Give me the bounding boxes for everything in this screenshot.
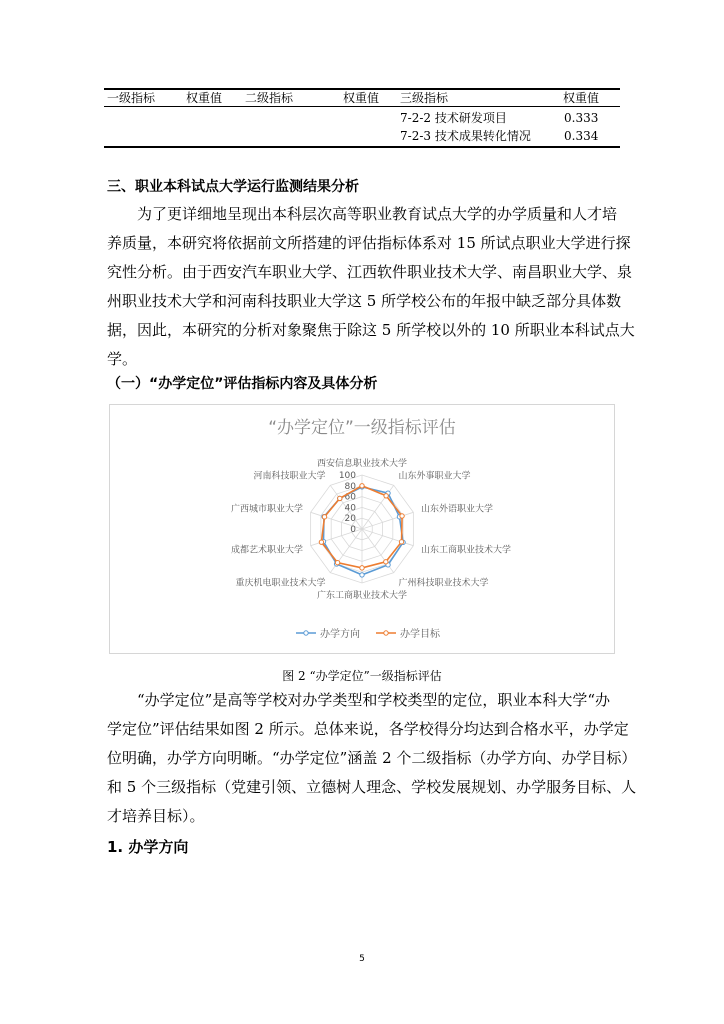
radar-category-label: 广西城市职业大学 xyxy=(231,504,304,515)
paragraph-line: “办学定位”是高等学校对办学类型和学校类型的定位，职业本科大学“办 xyxy=(137,691,611,709)
radar-category-label: 成都艺术职业大学 xyxy=(231,545,304,556)
page-number: 5 xyxy=(359,954,365,964)
radar-data-point xyxy=(360,573,364,577)
table-header-level3: 三级指标 xyxy=(400,91,449,105)
radar-category-label: 重庆机电职业技术大学 xyxy=(235,578,326,589)
table-header-weight1: 权重值 xyxy=(186,91,223,105)
paragraph-2 xyxy=(107,686,636,831)
radar-data-point xyxy=(384,494,388,498)
radar-spoke xyxy=(362,512,413,529)
radar-data-point xyxy=(384,560,388,564)
radar-data-point xyxy=(400,514,404,518)
paragraph-line: 才培养目标）。 xyxy=(107,807,205,825)
figure-caption: 图 2 “办学定位”一级指标评估 xyxy=(282,669,442,683)
radar-category-label: 山东外事职业大学 xyxy=(398,471,471,482)
radar-spoke xyxy=(362,529,413,546)
table-cell-weight: 0.334 xyxy=(564,129,599,143)
paragraph-line: 州职业技术大学和河南科技职业大学这 5 所学校公布的年报中缺乏部分具体数 xyxy=(107,292,622,310)
paragraph-line: 据，因此，本研究的分析对象聚焦于除这 5 所学校以外的 10 所职业本科试点大 xyxy=(107,321,635,339)
radar-data-point xyxy=(360,484,364,488)
radar-tick-label: 60 xyxy=(344,492,356,503)
table-top-rule xyxy=(104,88,620,90)
table-header-weight2: 权重值 xyxy=(343,91,380,105)
radar-chart xyxy=(110,405,614,653)
radar-tick-label: 20 xyxy=(344,514,356,525)
paragraph-line: 养质量，本研究将依据前文所搭建的评估指标体系对 15 所试点职业大学进行探 xyxy=(107,234,631,252)
table-header-level2: 二级指标 xyxy=(245,91,294,105)
radar-category-label: 山东工商职业技术大学 xyxy=(420,545,511,556)
radar-tick-label: 40 xyxy=(344,503,356,514)
table-header-level1: 一级指标 xyxy=(107,91,156,105)
table-cell-item: 7-2-2 技术研发项目 xyxy=(400,111,507,125)
chart-frame xyxy=(109,404,615,654)
paragraph-line: 位明确，办学方向明晰。“办学定位”涵盖 2 个二级指标（办学方向、办学目标） xyxy=(107,749,637,767)
radar-category-label: 西安信息职业技术大学 xyxy=(316,459,408,469)
radar-category-label: 河南科技职业大学 xyxy=(253,471,326,482)
section-heading: 三、职业本科试点大学运行监测结果分析 xyxy=(107,179,359,195)
radar-data-point xyxy=(322,515,326,519)
legend-marker xyxy=(304,631,308,635)
paragraph-line: 学定位”评估结果如图 2 所示。总体来说，各学校得分均达到合格水平，办学定 xyxy=(107,720,629,738)
table-header-rule xyxy=(104,106,620,107)
table-cell-weight: 0.333 xyxy=(564,111,599,125)
table-cell-item: 7-2-3 技术成果转化情况 xyxy=(400,129,531,143)
chart-title: “办学定位”一级指标评估 xyxy=(268,418,456,438)
subsection-heading: （一）“办学定位”评估指标内容及具体分析 xyxy=(107,376,378,392)
radar-data-point xyxy=(319,540,323,544)
radar-category-label: 广东工商职业技术大学 xyxy=(316,591,408,601)
radar-data-point xyxy=(399,540,403,544)
radar-tick-label: 80 xyxy=(344,481,356,492)
radar-data-point xyxy=(338,496,342,500)
paragraph-line: 为了更详细地呈现出本科层次高等职业教育试点大学的办学质量和人才培 xyxy=(137,205,618,223)
legend-marker xyxy=(384,631,388,635)
paragraph-line: 学。 xyxy=(107,350,138,368)
paragraph-line: 和 5 个三级指标（党建引领、立德树人理念、学校发展规划、办学服务目标、人 xyxy=(107,778,637,796)
paragraph-line: 究性分析。由于西安汽车职业大学、江西软件职业技术大学、南昌职业大学、泉 xyxy=(107,263,633,281)
radar-data-point xyxy=(360,566,364,570)
table-bottom-rule xyxy=(104,146,620,148)
subsection-heading-2: 1. 办学方向 xyxy=(107,838,189,856)
table-header-weight3: 权重值 xyxy=(563,91,600,105)
legend-label: 办学方向 xyxy=(320,629,360,640)
legend-label: 办学目标 xyxy=(400,629,440,640)
radar-tick-label: 100 xyxy=(338,471,356,481)
paragraph-1 xyxy=(107,200,635,374)
radar-tick-label: 0 xyxy=(350,525,356,535)
radar-category-label: 山东外语职业大学 xyxy=(420,504,493,515)
radar-data-point xyxy=(335,560,339,564)
radar-category-label: 广州科技职业技术大学 xyxy=(398,578,489,589)
